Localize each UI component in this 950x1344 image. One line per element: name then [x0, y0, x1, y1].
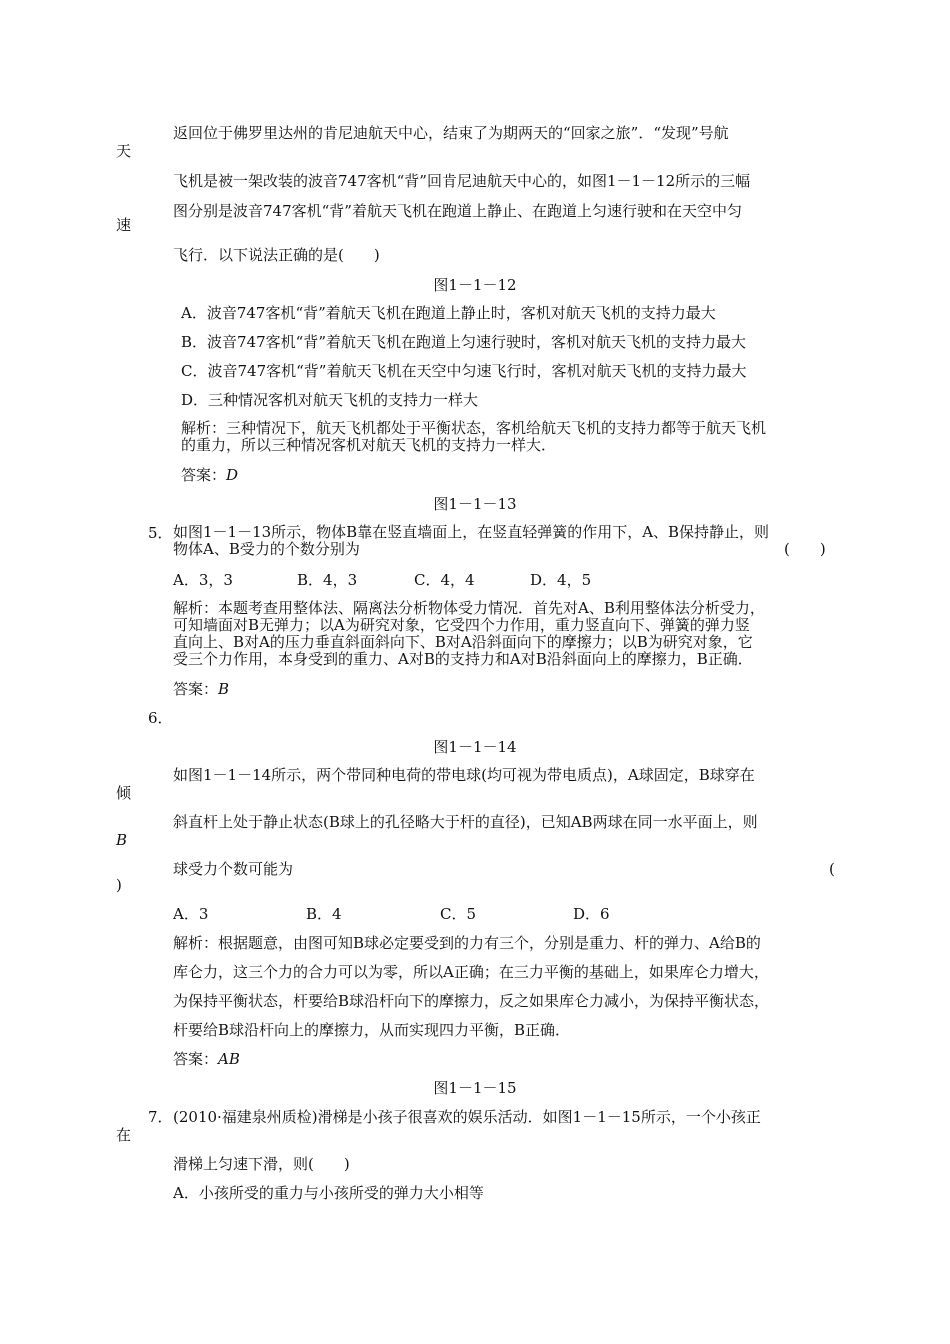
option-c: C．5 [440, 905, 477, 923]
option-b: B．4 [306, 905, 342, 923]
answer [173, 1050, 240, 1068]
answer [181, 466, 238, 484]
question-stem: 物体A、B受力的个数分别为 [173, 540, 360, 558]
explanation-line: 解析：本题考查用整体法、隔离法分析物体受力情况．首先对A、B利用整体法分析受力， [173, 599, 765, 617]
explanation-line: 杆要给B球沿杆向上的摩擦力，从而实现四力平衡，B正确． [173, 1021, 571, 1039]
explanation-line: 库仑力，这三个力的合力可以为零，所以A正确；在三力平衡的基础上，如果库仑力增大， [173, 963, 769, 981]
answer-label: 答案： [173, 1050, 219, 1068]
question-stem: 如图1－1－13所示，物体B靠在竖直墙面上，在竖直轻弹簧的作用下，A、B保持静止，则 [173, 523, 770, 541]
option-c: C．4，4 [414, 571, 475, 589]
margin-char: 速 [116, 216, 132, 234]
question-number: 7． [148, 1108, 173, 1126]
answer-value: D [226, 466, 239, 484]
answer-value: B [218, 680, 230, 698]
margin-char: 在 [116, 1126, 132, 1144]
margin-char: 天 [116, 142, 132, 160]
explanation-line: 受三个力作用，本身受到的重力、A对B的支持力和A对B沿斜面向上的摩擦力，B正确． [173, 650, 753, 668]
figure-caption: 图1－1－14 [433, 738, 517, 756]
question-stem: 斜直杆上处于静止状态(B球上的孔径略大于杆的直径)，已知AB两球在同一水平面上，则 [173, 813, 758, 831]
option-a: A．3，3 [173, 571, 233, 589]
explanation-line: 为保持平衡状态，杆要给B球沿杆向下的摩擦力，反之如果库仑力减小，为保持平衡状态， [173, 992, 770, 1010]
option-d: D．6 [573, 905, 610, 923]
question-stem: 如图1－1－14所示，两个带同种电荷的带电球(均可视为带电质点)，A球固定，B球穿在 [173, 766, 755, 784]
question-stem: 球受力个数可能为 [173, 860, 294, 878]
margin-char: 倾 [116, 784, 132, 802]
question-number: 5． [148, 524, 173, 542]
question-stem: 滑梯上匀速下滑，则( ) [173, 1155, 350, 1173]
explanation-line: 直向上、B对A的压力垂直斜面斜向下、B对A沿斜面向下的摩擦力；以B为研究对象，它 [173, 633, 753, 651]
answer-bracket: ( [829, 860, 835, 878]
answer-value: AB [218, 1050, 240, 1068]
option-a: A．小孩所受的重力与小孩所受的弹力大小相等 [173, 1184, 484, 1202]
figure-caption: 图1－1－12 [433, 276, 517, 294]
intro-line-2: 飞机是被一架改装的波音747客机“背”回肯尼迪航天中心的，如图1－1－12所示的三幅 [173, 172, 751, 190]
answer-bracket: ( ) [784, 540, 826, 558]
option-d: D．三种情况客机对航天飞机的支持力一样大 [181, 391, 479, 409]
intro-line-3: 图分别是波音747客机“背”着航天飞机在跑道上静止、在跑道上匀速行驶和在天空中匀 [173, 202, 742, 220]
option-d: D．4，5 [530, 571, 592, 589]
question-number: 6． [148, 709, 173, 727]
answer-label: 答案： [173, 680, 219, 698]
margin-char: ) [116, 876, 122, 894]
answer-label: 答案： [181, 466, 227, 484]
figure-caption: 图1－1－15 [433, 1079, 517, 1097]
option-a: A．波音747客机“背”着航天飞机在跑道上静止时，客机对航天飞机的支持力最大 [181, 304, 716, 322]
explanation-line: 可知墙面对B无弹力；以A为研究对象，它受四个力作用，重力竖直向下、弹簧的弹力竖 [173, 616, 750, 634]
answer [173, 680, 229, 698]
question-stem: (2010·福建泉州质检)滑梯是小孩子很喜欢的娱乐活动．如图1－1－15所示，一个小孩正 [173, 1108, 761, 1126]
explanation-line: 解析：根据题意，由图可知B球必定要受到的力有三个，分别是重力、杆的弹力、A给B的 [173, 934, 761, 952]
explanation-line: 的重力，所以三种情况客机对航天飞机的支持力一样大． [181, 436, 557, 454]
figure-caption: 图1－1－13 [433, 495, 517, 513]
option-b: B．4，3 [297, 571, 358, 589]
option-a: A．3 [173, 905, 209, 923]
option-b: B．波音747客机“背”着航天飞机在跑道上匀速行驶时，客机对航天飞机的支持力最大 [181, 333, 746, 351]
intro-line-4: 飞行．以下说法正确的是( ) [173, 246, 380, 264]
margin-char: B [116, 831, 128, 849]
explanation-line: 解析：三种情况下，航天飞机都处于平衡状态，客机给航天飞机的支持力都等于航天飞机 [181, 419, 767, 437]
intro-line-1: 返回位于佛罗里达州的肯尼迪航天中心，结束了为期两天的“回家之旅”．“发现”号航 [173, 124, 729, 142]
option-c: C．波音747客机“背”着航天飞机在天空中匀速飞行时，客机对航天飞机的支持力最大 [181, 362, 747, 380]
